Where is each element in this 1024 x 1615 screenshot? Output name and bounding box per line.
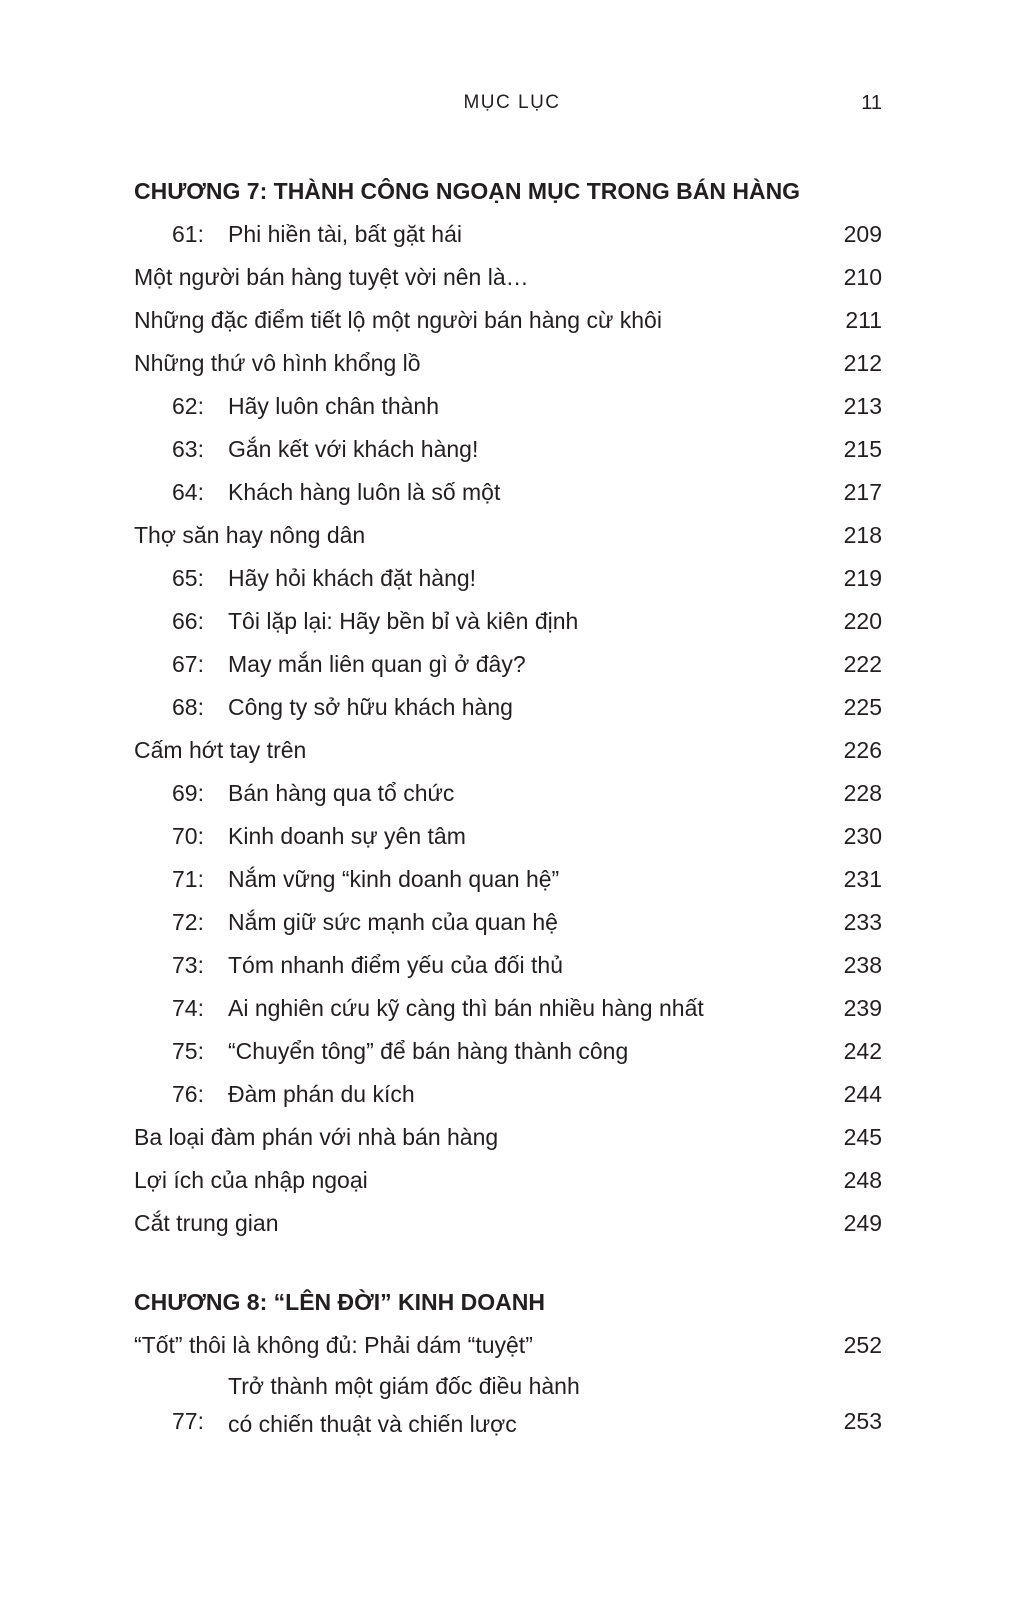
entry-title: Thợ săn hay nông dân bbox=[134, 522, 366, 548]
entry-title: Hãy hỏi khách đặt hàng! bbox=[228, 565, 477, 591]
toc-entry bbox=[134, 858, 882, 901]
chapter-title: CHƯƠNG 8: “LÊN ĐỜI” KINH DOANH bbox=[134, 1289, 545, 1315]
entry-page-number: 212 bbox=[843, 350, 882, 376]
entry-title: Một người bán hàng tuyệt vời nên là… bbox=[134, 264, 529, 290]
chapter-title: CHƯƠNG 7: THÀNH CÔNG NGOẠN MỤC TRONG BÁN HÀNG bbox=[134, 178, 801, 204]
entry-number: 65: bbox=[172, 565, 204, 591]
entry-number: 61: bbox=[172, 221, 204, 247]
chapter-8 bbox=[134, 1281, 882, 1443]
entry-title: Bán hàng qua tổ chức bbox=[228, 780, 455, 806]
entry-page-number: 217 bbox=[843, 479, 882, 505]
entry-page-number: 226 bbox=[843, 737, 882, 763]
entry-title-line: có chiến thuật và chiến lược bbox=[228, 1411, 517, 1437]
entry-title: Hãy luôn chân thành bbox=[228, 393, 439, 419]
entry-number: 72: bbox=[172, 909, 204, 935]
toc-entry bbox=[134, 815, 882, 858]
toc-entry bbox=[134, 1202, 882, 1245]
toc-entry bbox=[134, 1324, 882, 1367]
entry-number: 69: bbox=[172, 780, 204, 806]
toc-entry bbox=[134, 1073, 882, 1116]
entry-title: Phi hiền tài, bất gặt hái bbox=[228, 221, 462, 247]
entry-number: 67: bbox=[172, 651, 204, 677]
toc-entry bbox=[134, 1159, 882, 1202]
entry-page-number: 220 bbox=[843, 608, 882, 634]
toc-entry bbox=[134, 600, 882, 643]
entry-title: Khách hàng luôn là số một bbox=[228, 479, 501, 505]
entry-page-number: 219 bbox=[843, 565, 882, 591]
entry-page-number: 242 bbox=[843, 1038, 882, 1064]
entry-page-number: 239 bbox=[843, 995, 882, 1021]
entry-title: Cắt trung gian bbox=[134, 1210, 279, 1236]
entry-title: “Tốt” thôi là không đủ: Phải dám “tuyệt” bbox=[134, 1332, 533, 1358]
entry-number: 74: bbox=[172, 995, 204, 1021]
toc-entry bbox=[134, 987, 882, 1030]
toc-entry bbox=[134, 1030, 882, 1073]
entry-number: 73: bbox=[172, 952, 204, 978]
entry-page-number: 230 bbox=[843, 823, 882, 849]
toc-entry bbox=[134, 901, 882, 944]
entry-page-number: 213 bbox=[843, 393, 882, 419]
entry-page-number: 215 bbox=[843, 436, 882, 462]
entry-page-number: 233 bbox=[843, 909, 882, 935]
header-title: MỤC LỤC bbox=[463, 92, 561, 113]
entry-title: Những thứ vô hình khổng lồ bbox=[134, 350, 421, 376]
toc-entry bbox=[134, 428, 882, 471]
toc-entry bbox=[134, 729, 882, 772]
entry-title bbox=[228, 1367, 812, 1443]
entry-page-number: 249 bbox=[843, 1210, 882, 1236]
toc-entry bbox=[134, 557, 882, 600]
entry-page-number: 231 bbox=[843, 866, 882, 892]
entry-page-number: 253 bbox=[843, 1408, 882, 1434]
entry-number: 62: bbox=[172, 393, 204, 419]
entry-title: Nắm vững “kinh doanh quan hệ” bbox=[228, 866, 560, 892]
entry-title: Tóm nhanh điểm yếu của đối thủ bbox=[228, 952, 563, 978]
entry-title: Công ty sở hữu khách hàng bbox=[228, 694, 513, 720]
entry-title: Lợi ích của nhập ngoại bbox=[134, 1167, 368, 1193]
entry-number: 71: bbox=[172, 866, 204, 892]
toc-entry bbox=[134, 772, 882, 815]
entry-page-number: 244 bbox=[843, 1081, 882, 1107]
header-page-number: 11 bbox=[861, 92, 882, 114]
entry-number: 68: bbox=[172, 694, 204, 720]
toc-entry bbox=[134, 471, 882, 514]
toc-entry bbox=[134, 299, 882, 342]
entry-title: Cấm hớt tay trên bbox=[134, 737, 307, 763]
entry-number: 63: bbox=[172, 436, 204, 462]
entry-page-number: 228 bbox=[843, 780, 882, 806]
entry-page-number: 248 bbox=[843, 1167, 882, 1193]
toc-entry bbox=[134, 514, 882, 557]
toc-entry bbox=[134, 256, 882, 299]
entry-page-number: 225 bbox=[843, 694, 882, 720]
entry-page-number: 218 bbox=[843, 522, 882, 548]
entry-number: 66: bbox=[172, 608, 204, 634]
entry-number: 70: bbox=[172, 823, 204, 849]
chapter-entries bbox=[134, 1324, 882, 1443]
toc-entry bbox=[134, 1116, 882, 1159]
entry-page-number: 245 bbox=[843, 1124, 882, 1150]
entry-number: 76: bbox=[172, 1081, 204, 1107]
entry-page-number: 210 bbox=[843, 264, 882, 290]
toc-entry bbox=[134, 385, 882, 428]
running-header bbox=[0, 88, 1024, 118]
entry-title: Kinh doanh sự yên tâm bbox=[228, 823, 466, 849]
entry-page-number: 211 bbox=[845, 307, 882, 333]
entry-page-number: 238 bbox=[843, 952, 882, 978]
entry-title: “Chuyển tông” để bán hàng thành công bbox=[228, 1038, 629, 1064]
chapter-entries bbox=[134, 213, 882, 1245]
entry-number: 64: bbox=[172, 479, 204, 505]
entry-title: Tôi lặp lại: Hãy bền bỉ và kiên định bbox=[228, 608, 579, 634]
chapter-7 bbox=[134, 170, 882, 1245]
toc-entry bbox=[134, 686, 882, 729]
toc-entry bbox=[134, 1367, 882, 1443]
entry-title: Ba loại đàm phán với nhà bán hàng bbox=[134, 1124, 499, 1150]
entry-title: Gắn kết với khách hàng! bbox=[228, 436, 479, 462]
entry-page-number: 209 bbox=[843, 221, 882, 247]
entry-title: Những đặc điểm tiết lộ một người bán hàng cừ khôi bbox=[134, 307, 662, 333]
entry-page-number: 222 bbox=[843, 651, 882, 677]
entry-title-line: Trở thành một giám đốc điều hành bbox=[228, 1373, 580, 1399]
entry-title: Đàm phán du kích bbox=[228, 1081, 415, 1107]
toc-entry bbox=[134, 213, 882, 256]
entry-page-number: 252 bbox=[843, 1332, 882, 1358]
entry-title: May mắn liên quan gì ở đây? bbox=[228, 651, 526, 677]
entry-number: 75: bbox=[172, 1038, 204, 1064]
entry-title: Ai nghiên cứu kỹ càng thì bán nhiều hàng nhất bbox=[228, 995, 704, 1021]
toc-entry bbox=[134, 342, 882, 385]
entry-number: 77: bbox=[172, 1408, 204, 1434]
table-of-contents bbox=[134, 170, 882, 1443]
toc-entry bbox=[134, 643, 882, 686]
entry-title: Nắm giữ sức mạnh của quan hệ bbox=[228, 909, 558, 935]
toc-entry bbox=[134, 944, 882, 987]
